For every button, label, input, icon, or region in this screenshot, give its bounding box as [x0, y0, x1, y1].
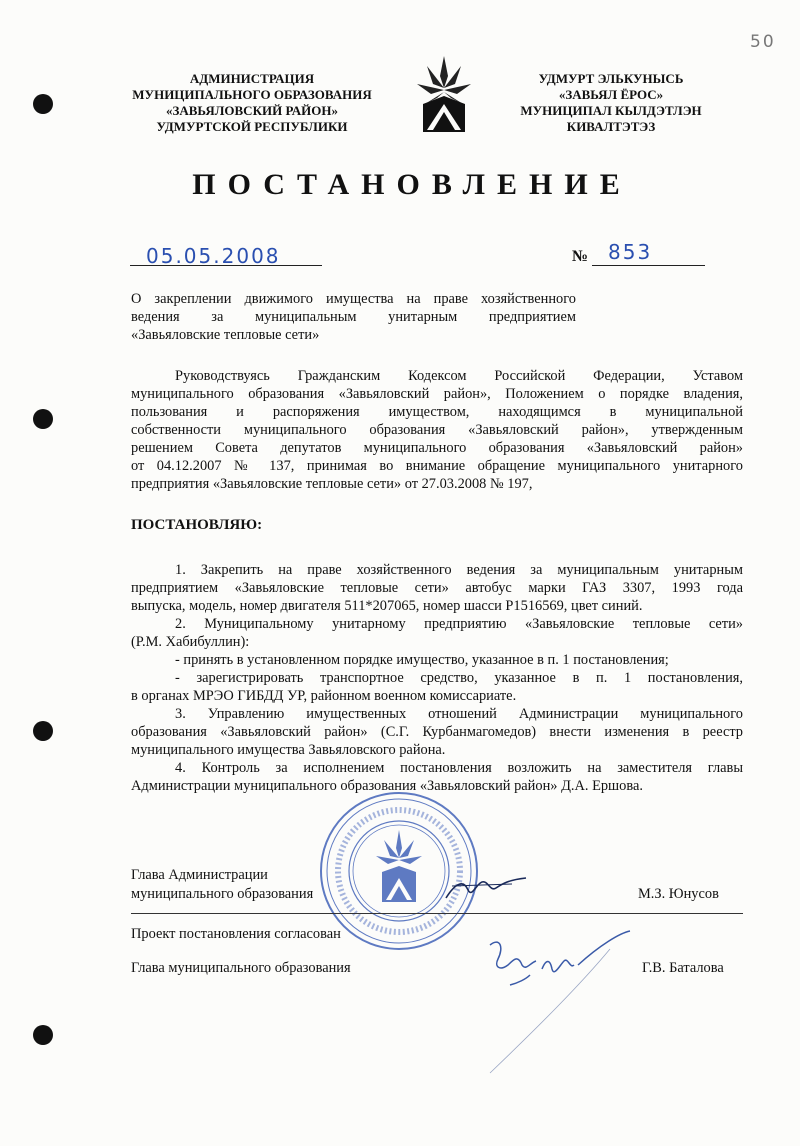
clause-line: - принять в установленном порядке имущество, указанное в п. 1 постановления;: [175, 652, 669, 668]
preamble-line: пользования и распоряжения имуществом, находящимся в муниципальной: [131, 404, 743, 420]
separator-line: [131, 913, 743, 914]
preamble-line: собственности муниципального образования «Завьяловский район», утвержденным: [131, 422, 743, 438]
header-left-line: УДМУРТСКОЙ РЕСПУБЛИКИ: [156, 119, 348, 134]
header-right: [486, 71, 736, 135]
header-left-line: АДМИНИСТРАЦИЯ: [189, 71, 315, 86]
header-right-line: МУНИЦИПАЛ КЫЛДЭТЛЭН: [520, 103, 702, 118]
clause-line: - зарегистрировать транспортное средство, указанное в п. 1 постановления,: [175, 670, 743, 686]
header-right-line: «ЗАВЬЯЛ ЁРОС»: [558, 87, 664, 102]
preamble-line: предприятия «Завьяловские тепловые сети» от 27.03.2008 № 197,: [131, 476, 533, 492]
signer-position-line1: Глава Администрации: [131, 867, 268, 883]
preamble: [131, 367, 743, 493]
clause-line: 4. Контроль за исполнением постановления возложить на заместителя главы: [175, 760, 743, 776]
punch-hole-3: [33, 721, 53, 741]
subject: [131, 290, 576, 344]
clause-line: образования «Завьяловский район» (С.Г. Курбанмагомедов) внести изменения в реестр: [131, 724, 743, 740]
clause-line: Администрации муниципального образования «Завьяловский район» Д.А. Ершова.: [131, 778, 643, 794]
approver-position: Глава муниципального образования: [131, 960, 351, 976]
clauses: [131, 561, 743, 795]
clause-line: муниципального имущества Завьяловского района.: [131, 742, 446, 758]
resolve-heading: ПОСТАНОВЛЯЮ:: [131, 517, 263, 533]
clause-line: 1. Закрепить на праве хозяйственного ведения за муниципальным унитарным: [175, 562, 743, 578]
number-handwritten: 853: [608, 240, 653, 264]
date-handwritten: 05.05.2008: [146, 244, 281, 268]
clause-line: 2. Муниципальному унитарному предприятию «Завьяловские тепловые сети»: [175, 616, 743, 632]
clause-line: выпуска, модель, номер двигателя 511*207065, номер шасси Р1516569, цвет синий.: [131, 598, 643, 614]
date-underline: [130, 265, 322, 266]
subject-line: ведения за муниципальным унитарным предприятием: [131, 309, 576, 325]
header-left-line: МУНИЦИПАЛЬНОГО ОБРАЗОВАНИЯ: [132, 87, 372, 102]
document-title: ПОСТАНОВЛЕНИЕ: [192, 168, 632, 201]
clause-line: (Р.М. Хабибуллин):: [131, 634, 250, 650]
handwritten-signature-head: [442, 868, 532, 908]
header-right-line: УДМУРТ ЭЛЬКУНЫСЬ: [538, 71, 684, 86]
punch-hole-2: [33, 409, 53, 429]
header-left-line: «ЗАВЬЯЛОВСКИЙ РАЙОН»: [166, 103, 338, 118]
preamble-line: от 04.12.2007 № 137, принимая во внимание обращение муниципального унитарного: [131, 458, 743, 474]
number-underline: [592, 265, 705, 266]
approval-heading: Проект постановления согласован: [131, 926, 341, 942]
number-label: №: [572, 248, 589, 265]
signer-name: М.З. Юнусов: [638, 886, 719, 902]
handwritten-signature-approver: [470, 925, 640, 1075]
punch-hole-1: [33, 94, 53, 114]
header-left: [112, 71, 392, 135]
preamble-line: Руководствуясь Гражданским Кодексом Российской Федерации, Уставом: [175, 368, 743, 384]
preamble-line: муниципального образования «Завьяловский район», Положением о порядке владения,: [131, 386, 743, 402]
signer-position-line2: муниципального образования: [131, 886, 314, 902]
subject-line: «Завьяловские тепловые сети»: [131, 327, 320, 343]
clause-line: в органах МРЭО ГИБДД УР, районном военном комиссариате.: [131, 688, 517, 704]
corner-mark: 50: [750, 32, 776, 52]
clause-line: 3. Управлению имущественных отношений Администрации муниципального: [175, 706, 743, 722]
subject-line: О закреплении движимого имущества на праве хозяйственного: [131, 291, 576, 307]
preamble-line: решением Совета депутатов муниципального образования «Завьяловский район»: [131, 440, 743, 456]
approver-name: Г.В. Баталова: [642, 960, 724, 976]
clause-line: предприятием «Завьяловские тепловые сети» автобус марки ГАЗ 3307, 1993 года: [131, 580, 743, 596]
district-emblem: [413, 54, 475, 134]
punch-hole-4: [33, 1025, 53, 1045]
header-right-line: КИВАЛТЭТЭЗ: [566, 119, 656, 134]
